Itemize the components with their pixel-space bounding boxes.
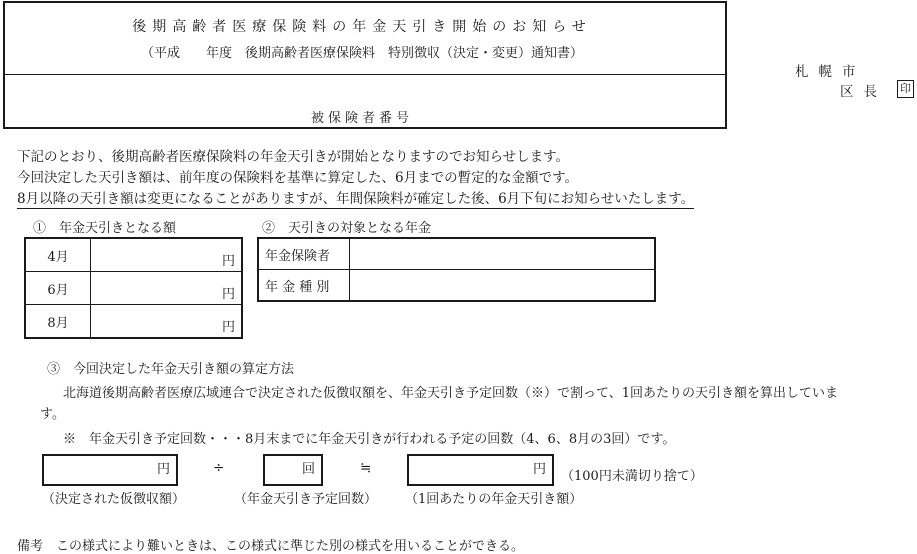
document-title: 後期高齢者医療保険料の年金天引き開始のお知らせ (132, 19, 592, 35)
amount-cell[interactable]: 円 (91, 238, 243, 272)
provisional-amount-box[interactable]: 円 (42, 454, 178, 486)
section3-body-line-2: す。 (40, 407, 65, 422)
month-cell: 8月 (25, 305, 91, 339)
amount-cell[interactable]: 円 (91, 272, 243, 305)
section3-heading: ③ 今回決定した年金天引き額の算定方法 (47, 362, 295, 377)
section1-heading: ① 年金天引きとなる額 (33, 221, 177, 236)
approx-sign: ≒ (360, 460, 372, 476)
rounding-note: （100円未満切り捨て） (561, 469, 703, 484)
insured-number-label: 被保険者番号 (310, 111, 413, 126)
section2-heading: ② 天引きの対象となる年金 (262, 221, 432, 236)
table-row (25, 272, 242, 305)
table-row (25, 238, 242, 272)
month-cell: 4月 (25, 238, 91, 272)
table-row (258, 270, 655, 302)
issuer-ward-chief: 区長 (840, 84, 887, 100)
caption-per-deduction-amount: （1回あたりの年金天引き額） (405, 492, 583, 507)
remarks: 備考 この様式により難いときは、この様式に準じた別の様式を用いることができる。 (17, 539, 525, 554)
target-pension-table (257, 237, 656, 302)
caption-provisional-amount: （決定された仮徴収額） (42, 492, 186, 507)
intro-line-3: 8月以降の天引き額は変更になることがありますが、年間保険料が確定した後、6月下旬にお知らせいたします。 (17, 187, 694, 209)
table-row (25, 305, 242, 339)
table-row (258, 238, 655, 270)
caption-deduction-count: （年金天引き予定回数） (234, 492, 378, 507)
deduction-count-box[interactable]: 回 (263, 454, 323, 486)
per-deduction-amount-box[interactable]: 円 (407, 454, 554, 486)
intro-line-2: 今回決定した天引き額は、前年度の保険料を基準に算定した、6月までの暫定的な金額です。 (17, 170, 579, 186)
issuer-city: 札幌市 (795, 64, 866, 80)
header-divider (5, 74, 725, 75)
pension-type-label: 年 金 種 別 (258, 270, 350, 302)
pension-insurer-label: 年金保険者 (258, 238, 350, 270)
pension-type-value[interactable] (350, 270, 656, 302)
divide-sign: ÷ (213, 460, 225, 476)
document-subtitle: （平成 年度 後期高齢者医療保険料 特別徴収（決定・変更）通知書） (140, 46, 583, 61)
amount-cell[interactable]: 円 (91, 305, 243, 339)
section3-body-line-1: 北海道後期高齢者医療広域連合で決定された仮徴収額を、年金天引き予定回数（※）で割って、1回あたりの天引き額を算出していま (63, 386, 839, 401)
pension-insurer-value[interactable] (350, 238, 656, 270)
intro-line-1: 下記のとおり、後期高齢者医療保険料の年金天引きが開始となりますのでお知らせします。 (17, 149, 570, 165)
seal-stamp: 印 (897, 80, 914, 98)
month-cell: 6月 (25, 272, 91, 305)
pension-deduction-table (24, 237, 243, 339)
section3-note: ※ 年金天引き予定回数・・・8月末までに年金天引きが行われる予定の回数（4、6、8月の3回）です。 (63, 432, 676, 447)
